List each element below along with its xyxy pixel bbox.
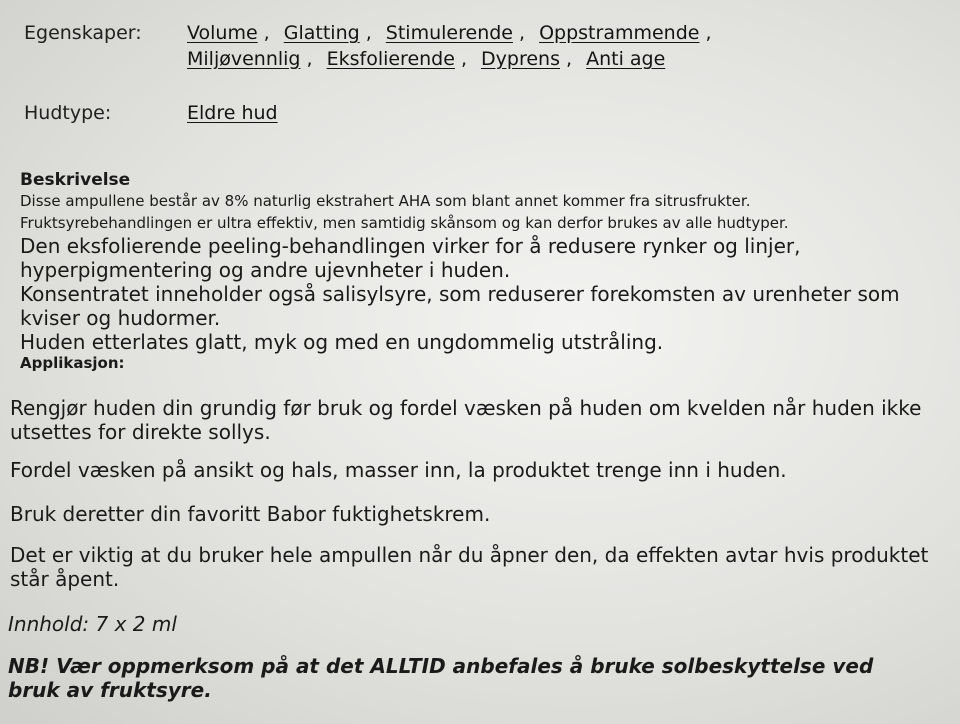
property-link-glatting[interactable]: Glatting: [283, 22, 360, 44]
property-link-eksfolierende[interactable]: Eksfolierende: [326, 48, 455, 70]
skintype-link[interactable]: Eldre hud: [187, 102, 278, 124]
description-para-2: Konsentratet inneholder også salisylsyre, som reduserer forekomsten av urenheter som kviser og hudormer.: [20, 282, 900, 330]
application-step-1: Rengjør huden din grundig før bruk og fordel væsken på huden om kvelden når huden ikke utsettes for direkte sollys.: [10, 396, 922, 444]
description-line-2: Fruktsyrebehandlingen er ultra effektiv, men samtidig skånsom og kan derfor brukes av alle hudtyper.: [20, 214, 789, 232]
application-step-4: Det er viktig at du bruker hele ampullen når du åpner den, da effekten avtar hvis produktet står åpent.: [10, 543, 929, 591]
sun-protection-notice: NB! Vær oppmerksom på at det ALLTID anbefales å bruke solbeskyttelse ved bruk av fruktsyre.: [8, 654, 874, 702]
description-para-1: Den eksfolierende peeling-behandlingen virker for å redusere rynker og linjer, hyperpigmentering og andre ujevnheter i huden.: [20, 234, 801, 282]
application-step-2: Fordel væsken på ansikt og hals, masser inn, la produktet trenge inn i huden.: [10, 458, 787, 482]
skintype-values: [187, 100, 847, 126]
contents-text: Innhold: 7 x 2 ml: [8, 612, 177, 636]
description-line-1: Disse ampullene består av 8% naturlig ekstrahert AHA som blant annet kommer fra sitrusfrukter.: [20, 192, 751, 210]
application-step-3: Bruk deretter din favoritt Babor fuktighetskrem.: [10, 502, 491, 526]
properties-values: Volume , Glatting , Stimulerende , Oppstrammende , Miljøvennlig , Eksfolierende , Dyprens , Anti age: [187, 22, 712, 70]
properties-label: Egenskaper:: [24, 22, 142, 44]
application-heading: Applikasjon:: [20, 354, 125, 372]
property-link-dyprens[interactable]: Dyprens: [481, 48, 560, 70]
skintype-row: [24, 100, 924, 128]
property-link-stimulerende[interactable]: Stimulerende: [385, 22, 513, 44]
property-link-oppstrammende[interactable]: Oppstrammende: [539, 22, 700, 44]
property-link-volume[interactable]: Volume: [187, 22, 258, 44]
property-link-miljovennlig[interactable]: Miljøvennlig: [187, 48, 301, 70]
description-para-3: Huden etterlates glatt, myk og med en ungdommelig utstråling.: [20, 330, 664, 354]
description-section: [20, 170, 940, 372]
skintype-label: Hudtype:: [24, 102, 112, 124]
description-heading: Beskrivelse: [20, 170, 131, 190]
properties-row: [24, 20, 924, 76]
property-link-anti-age[interactable]: Anti age: [586, 48, 666, 70]
